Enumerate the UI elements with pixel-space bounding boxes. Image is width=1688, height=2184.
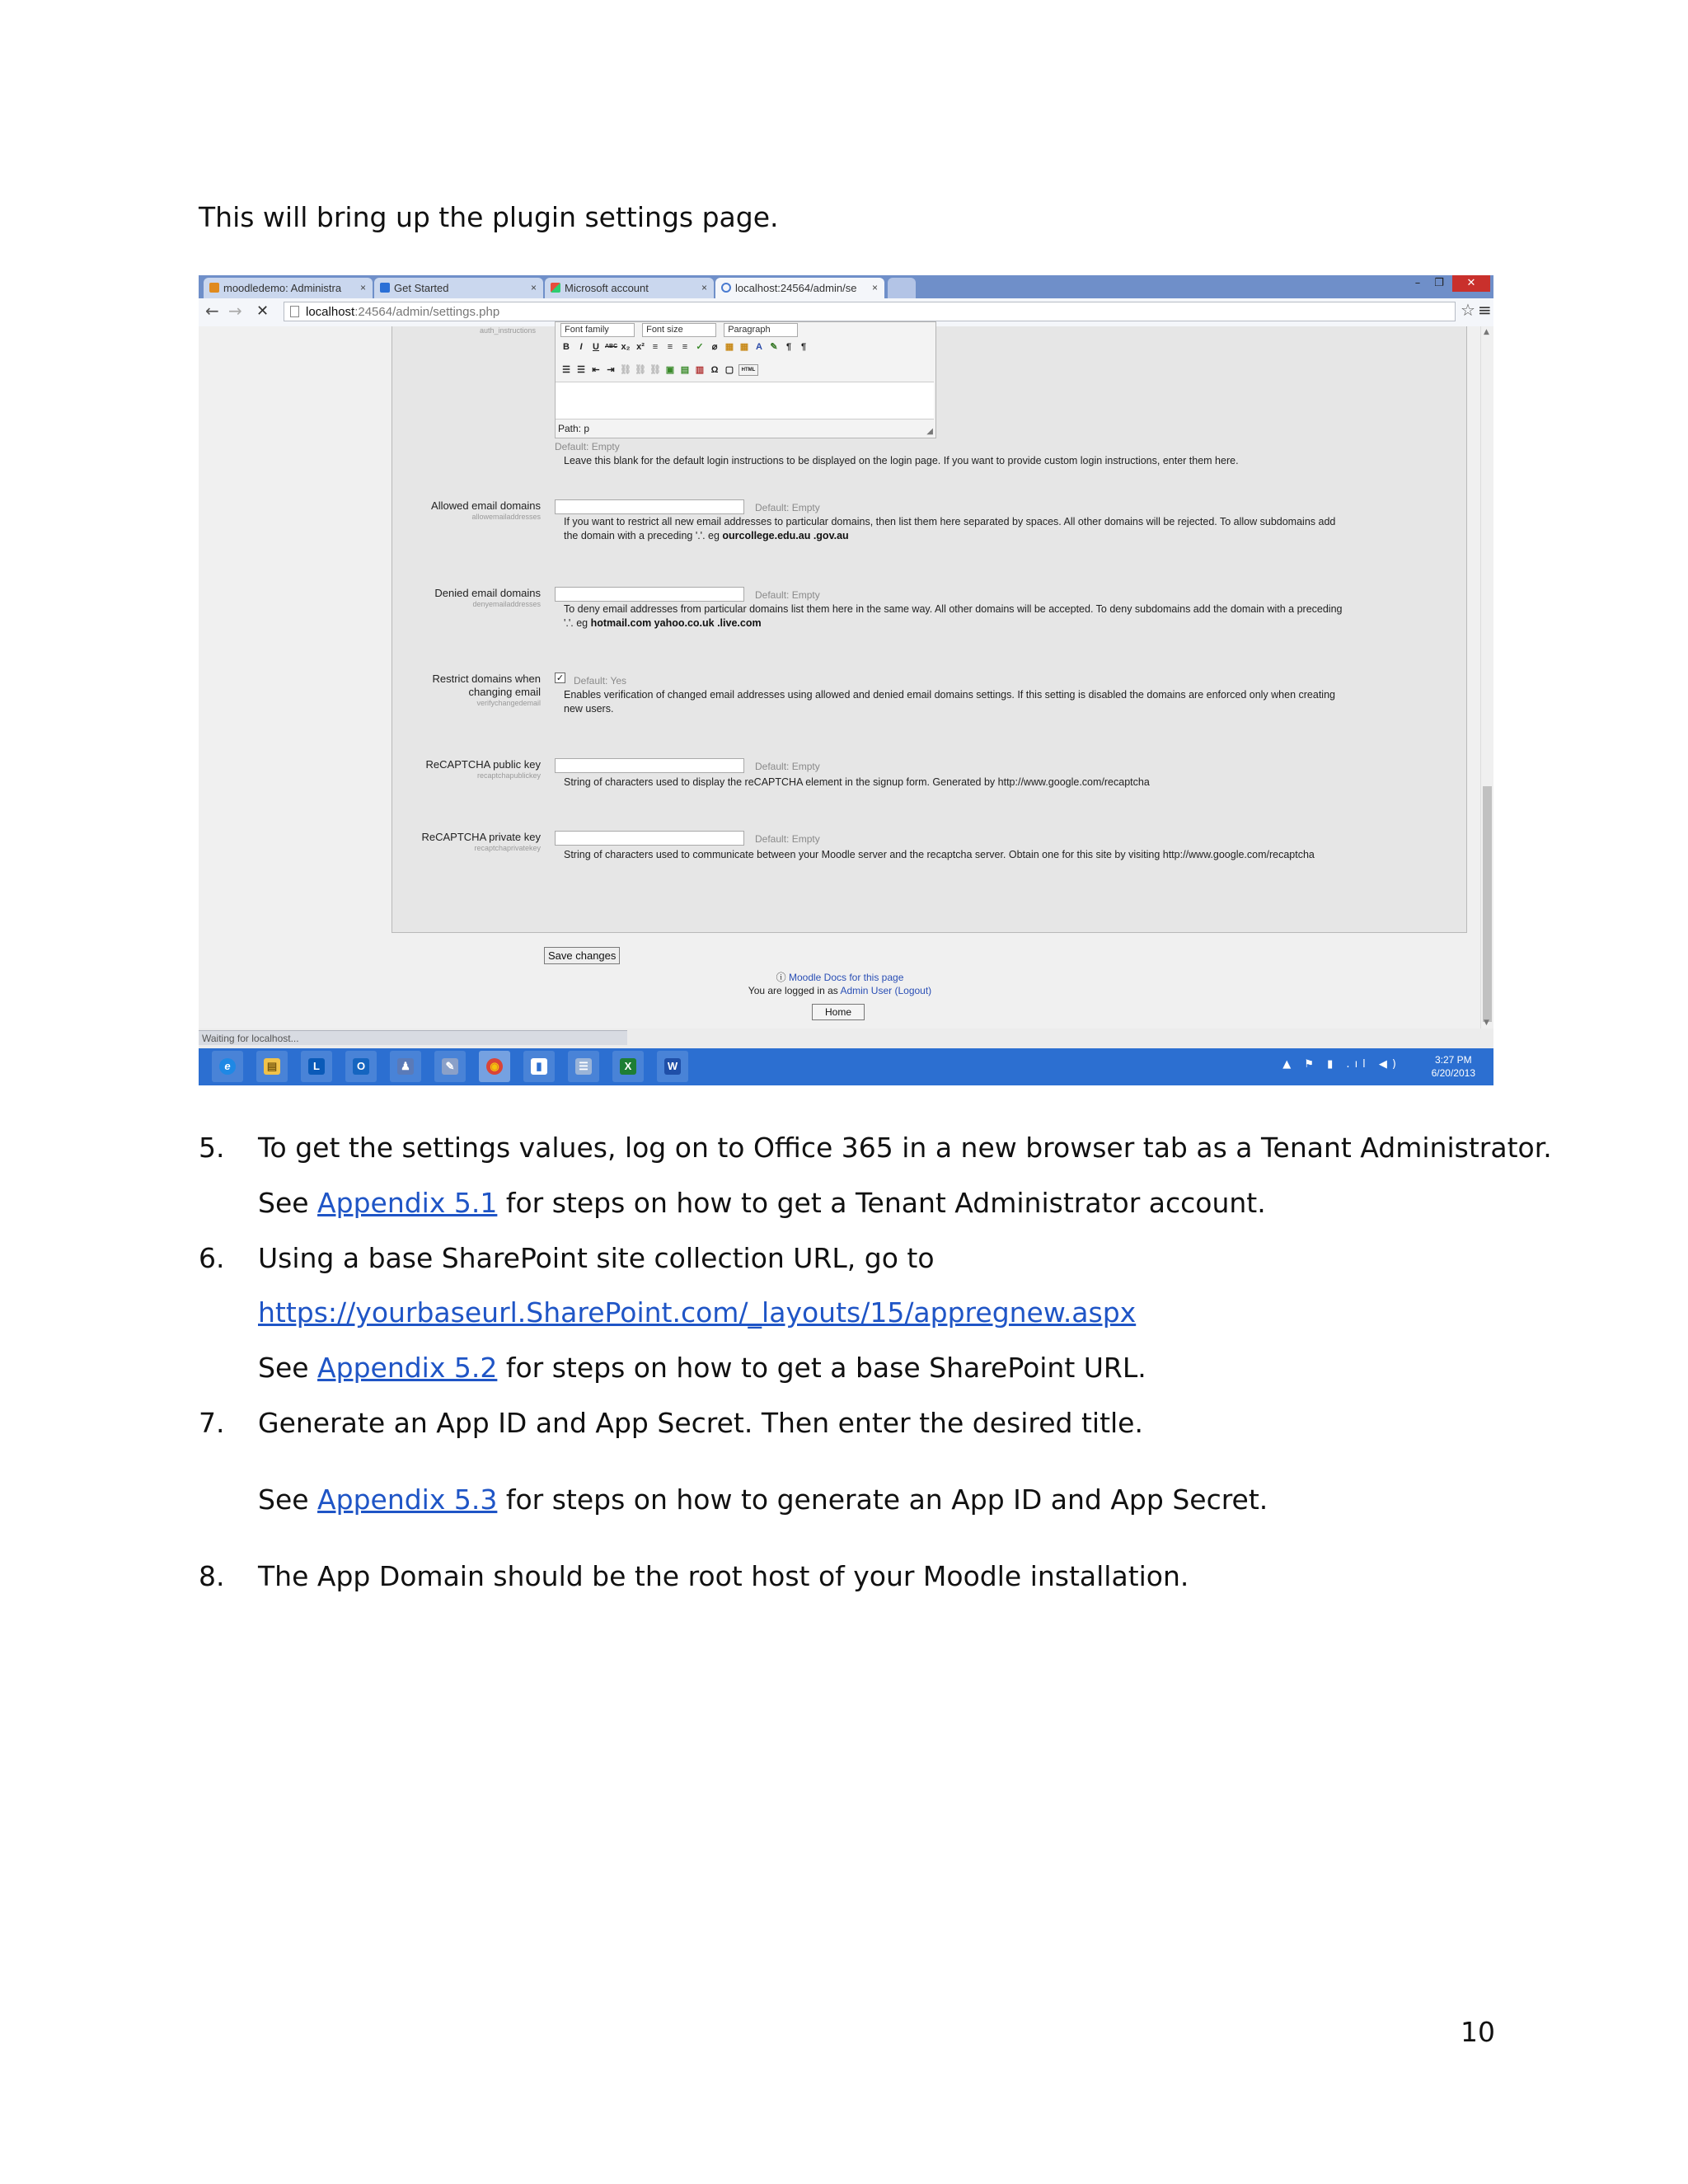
clock-date: 6/20/2013: [1431, 1067, 1475, 1079]
appendix-5-2-link[interactable]: Appendix 5.2: [317, 1352, 498, 1384]
auth-instructions-label: [387, 320, 536, 335]
desc-line: [564, 529, 1458, 543]
close-window-button[interactable]: ✕: [1452, 275, 1490, 292]
clear-format-icon[interactable]: ⌀: [711, 342, 718, 352]
see-rest: for steps on how to generate an App ID and App Secret.: [497, 1483, 1268, 1516]
indent-icon[interactable]: ⇥: [607, 365, 615, 375]
denied-default: Default: Empty: [755, 589, 820, 601]
moodle-media-icon[interactable]: ▥: [695, 365, 705, 375]
window-icon: ▮: [531, 1058, 547, 1075]
url-path: :24564/admin/settings.php: [354, 305, 500, 319]
restrict-domains-checkbox[interactable]: ✓: [556, 673, 565, 683]
paste-word-icon[interactable]: ▦: [739, 342, 749, 352]
step-5-number: 5.: [199, 1132, 225, 1164]
recaptcha-private-input[interactable]: [555, 831, 744, 846]
recaptcha-public-input[interactable]: [555, 758, 744, 773]
numbered-list-icon[interactable]: ☰: [577, 365, 585, 375]
scroll-down-icon[interactable]: ▼: [1484, 1019, 1489, 1027]
page-number: 10: [1461, 2016, 1495, 2048]
system-tray-icons[interactable]: ▲ ⚑ ▮ .ıl ◀): [1282, 1058, 1401, 1071]
tab-microsoft-account[interactable]: [545, 278, 714, 298]
server-icon: ☰: [575, 1058, 592, 1075]
tab-label: localhost:24564/admin/se: [735, 282, 857, 294]
desc-line: [564, 616, 1462, 630]
see-text: See: [258, 1483, 318, 1516]
minimize-button[interactable]: –: [1414, 277, 1421, 289]
allowed-email-domains-input[interactable]: [555, 499, 744, 514]
server-taskbar-button[interactable]: [568, 1051, 599, 1082]
explorer-taskbar-button[interactable]: [256, 1051, 288, 1082]
chrome-taskbar-button[interactable]: [479, 1051, 510, 1082]
bullet-list-icon[interactable]: ☰: [562, 365, 570, 375]
ie-icon: e: [219, 1058, 236, 1075]
label-sub: recaptchaprivatekey: [474, 844, 541, 852]
browser-screenshot: [199, 275, 1493, 1085]
desc-bold: ourcollege.edu.au .gov.au: [722, 530, 849, 541]
restore-button[interactable]: ❐: [1434, 277, 1444, 289]
editor-toolbar-row-3: [559, 362, 760, 378]
tab-close-icon[interactable]: ×: [359, 282, 366, 293]
editor-toolbar-row-1: [559, 322, 799, 339]
desc-line: To deny email addresses from particular domains list them here in the same way. All other domains will be accepted. To deny subdomains add the domain with a preceding: [564, 603, 1343, 615]
word-icon: W: [664, 1058, 681, 1075]
step-7-see: [258, 1483, 1268, 1516]
label-text: Restrict domains when: [432, 673, 541, 685]
url-input[interactable]: [284, 302, 1456, 321]
media-icon[interactable]: ▤: [680, 365, 690, 375]
desc-line: If you want to restrict all new email addresses to particular domains, then list them here separated by spaces. All other domains will be rejected. To allow subdomains add: [564, 516, 1336, 527]
desc-line: new users.: [564, 703, 614, 715]
excel-taskbar-button[interactable]: [612, 1051, 644, 1082]
restrict-domains-label: [392, 673, 541, 707]
word-taskbar-button[interactable]: [657, 1051, 688, 1082]
intro-text: This will bring up the plugin settings page.: [199, 201, 779, 233]
see-rest: for steps on how to get a Tenant Administrator account.: [497, 1187, 1266, 1219]
tab-label: Microsoft account: [565, 282, 649, 294]
font-family-select[interactable]: Font family: [560, 323, 635, 337]
label-text: Denied email domains: [434, 587, 541, 599]
label-sub: allowemailaddresses: [471, 513, 541, 521]
rtl-icon[interactable]: ¶: [800, 342, 807, 352]
desc-text: the domain with a preceding '.'. eg: [564, 530, 723, 541]
see-text: See: [258, 1352, 318, 1384]
tab-close-icon[interactable]: ×: [871, 282, 878, 293]
appregnew-url-link[interactable]: https://yourbaseurl.SharePoint.com/_layouts/15/appregnew.aspx: [258, 1296, 1137, 1329]
desc-text: '.'. eg: [564, 617, 591, 629]
tab-get-started[interactable]: [374, 278, 543, 298]
docs-line: [199, 971, 1481, 984]
link-icon[interactable]: ⛓: [620, 365, 631, 375]
app-taskbar-button[interactable]: [523, 1051, 555, 1082]
highlight-icon[interactable]: ✎: [770, 342, 778, 352]
home-button[interactable]: Home: [812, 1004, 865, 1020]
html-editor[interactable]: [555, 321, 936, 438]
unlink-icon[interactable]: ⛓: [635, 365, 646, 375]
clock-time: 3:27 PM: [1434, 1054, 1472, 1066]
forward-icon[interactable]: →: [228, 301, 242, 321]
recaptcha-public-description: String of characters used to display the reCAPTCHA element in the signup form. Generated by http://www.google.com/recaptcha: [564, 776, 1150, 788]
editor-toolbar-row-2: [559, 339, 811, 355]
desc-line: Enables verification of changed email addresses using allowed and denied email domains settings. If this setting is disabled the domains are enforced only when creating: [564, 689, 1335, 701]
info-icon: ⓘ: [776, 972, 786, 983]
desc-bold: hotmail.com yahoo.co.uk .live.com: [590, 617, 762, 629]
label-text: ReCAPTCHA private key: [421, 831, 541, 843]
bold-icon[interactable]: B: [563, 342, 570, 352]
superscript-icon[interactable]: x²: [636, 342, 645, 352]
spellcheck-icon[interactable]: ▢: [724, 365, 734, 375]
status-bar: Waiting for localhost...: [199, 1030, 627, 1045]
tab-moodledemo[interactable]: [204, 278, 373, 298]
paint-taskbar-button[interactable]: [434, 1051, 466, 1082]
recaptcha-private-label: [392, 831, 541, 852]
step-8-text: The App Domain should be the root host of your Moodle installation.: [258, 1560, 1189, 1592]
appendix-5-3-link[interactable]: Appendix 5.3: [317, 1483, 498, 1516]
url-host: localhost: [306, 305, 355, 319]
recaptcha-private-default: Default: Empty: [755, 833, 820, 845]
logged-in-text: You are logged in as: [748, 985, 841, 996]
step-5-text: To get the settings values, log on to Office 365 in a new browser tab as a Tenant Administrator.: [258, 1132, 1552, 1164]
taskbar-clock[interactable]: [1432, 1053, 1475, 1080]
step-6-see: [258, 1352, 1146, 1384]
network-icon: ♟: [397, 1058, 414, 1075]
page-footer: [199, 971, 1481, 997]
paste-text-icon[interactable]: ▦: [724, 342, 734, 352]
underline-icon[interactable]: U: [593, 342, 599, 352]
ie-taskbar-button[interactable]: [212, 1051, 243, 1082]
see-text: See: [258, 1187, 318, 1219]
cleanup-icon[interactable]: ✓: [696, 342, 704, 352]
stop-icon[interactable]: ✕: [256, 302, 270, 320]
image-icon[interactable]: ▣: [665, 365, 675, 375]
new-tab-button[interactable]: [888, 278, 916, 298]
moodle-docs-link[interactable]: Moodle Docs for this page: [788, 972, 904, 983]
restrict-description: [564, 688, 1458, 716]
label-text: changing email: [468, 686, 541, 698]
allowed-default: Default: Empty: [755, 502, 820, 513]
star-icon[interactable]: ☆: [1461, 300, 1475, 320]
tab-close-icon[interactable]: ×: [530, 282, 537, 293]
editor-path: Path: p: [558, 423, 590, 434]
folder-icon: ▤: [264, 1058, 280, 1075]
chrome-icon: ◉: [486, 1058, 503, 1075]
label-sub: denyemailaddresses: [472, 600, 541, 608]
logged-in-line: [199, 984, 1481, 997]
vertical-scrollbar[interactable]: [1480, 326, 1493, 1029]
tab-close-icon[interactable]: ×: [701, 282, 707, 293]
subscript-icon[interactable]: x₂: [621, 342, 631, 352]
excel-icon: X: [620, 1058, 636, 1075]
step-7-number: 7.: [199, 1407, 225, 1439]
outdent-icon[interactable]: ⇤: [592, 365, 600, 375]
recaptcha-public-label: [392, 758, 541, 780]
auth-description: Leave this blank for the default login instructions to be displayed on the login page. If you want to provide custom login instructions, enter them here.: [564, 455, 1239, 466]
ltr-icon[interactable]: ¶: [785, 342, 792, 352]
anchor-icon[interactable]: ⛓: [649, 365, 661, 375]
settings-panel: [392, 326, 1467, 933]
auth-default: Default: Empty: [555, 441, 620, 452]
tab-localhost[interactable]: [715, 278, 884, 298]
network-taskbar-button[interactable]: [390, 1051, 421, 1082]
align-center-icon[interactable]: ≡: [667, 342, 673, 352]
text-color-icon[interactable]: A: [756, 342, 762, 352]
step-6-text: Using a base SharePoint site collection URL, go to: [258, 1242, 935, 1274]
appendix-5-1-link[interactable]: Appendix 5.1: [317, 1187, 498, 1219]
allowed-email-domains-label: [392, 499, 541, 521]
scroll-up-icon[interactable]: ▲: [1484, 328, 1489, 336]
paint-icon: ✎: [442, 1058, 458, 1075]
label-sub: verifychangedemail: [476, 699, 541, 707]
resize-handle-icon[interactable]: ◢: [926, 427, 933, 436]
special-char-icon[interactable]: Ω: [710, 365, 719, 375]
recaptcha-public-default: Default: Empty: [755, 761, 820, 772]
step-6-number: 6.: [199, 1242, 225, 1274]
editor-text-area[interactable]: [556, 382, 934, 419]
step-5-see: [258, 1187, 1266, 1219]
menu-icon[interactable]: ≡: [1478, 300, 1492, 320]
save-changes-button[interactable]: Save changes: [544, 947, 620, 964]
recaptcha-private-description: String of characters used to communicate between your Moodle server and the recaptcha server. Obtain one for this site by visiting http://www.google.com/recaptcha: [564, 849, 1315, 860]
step-7-text: Generate an App ID and App Secret. Then enter the desired title.: [258, 1407, 1143, 1439]
lync-icon: L: [308, 1058, 325, 1075]
microsoft-icon: [551, 283, 560, 293]
label-text: Allowed email domains: [431, 499, 541, 512]
scrollbar-thumb[interactable]: [1483, 786, 1492, 1022]
logout-link[interactable]: (Logout): [894, 985, 932, 996]
denied-email-domains-label: [392, 587, 541, 608]
back-icon[interactable]: ←: [205, 301, 219, 321]
tab-label: Get Started: [394, 282, 449, 294]
see-rest: for steps on how to get a base SharePoint URL.: [497, 1352, 1146, 1384]
label-text: ReCAPTCHA public key: [425, 758, 541, 771]
align-right-icon[interactable]: ≡: [682, 342, 688, 352]
outlook-taskbar-button[interactable]: [345, 1051, 377, 1082]
paragraph-select[interactable]: Paragraph: [724, 323, 798, 337]
strikethrough-icon[interactable]: ABC: [605, 344, 618, 349]
office-icon: [380, 283, 390, 293]
page-icon: [290, 306, 299, 317]
tab-label: moodledemo: Administra: [223, 282, 342, 294]
outlook-icon: O: [353, 1058, 369, 1075]
denied-description: [564, 602, 1462, 630]
moodle-icon: [209, 283, 219, 293]
windows-taskbar: [199, 1048, 1493, 1085]
auth-instructions-sub: auth_instructions: [479, 326, 536, 335]
lync-taskbar-button[interactable]: [301, 1051, 332, 1082]
denied-email-domains-input[interactable]: [555, 587, 744, 602]
step-8-number: 8.: [199, 1560, 225, 1592]
admin-user-link[interactable]: Admin User: [840, 985, 893, 996]
allowed-description: [564, 515, 1458, 543]
italic-icon[interactable]: I: [579, 342, 583, 352]
html-icon[interactable]: HTML: [738, 364, 758, 376]
tab-bar: [199, 275, 1493, 298]
align-left-icon[interactable]: ≡: [652, 342, 659, 352]
page-content: [199, 326, 1481, 1029]
loading-icon: [721, 283, 731, 293]
restrict-default: Default: Yes: [574, 675, 627, 687]
font-size-select[interactable]: Font size: [642, 323, 716, 337]
label-sub: recaptchapublickey: [476, 771, 541, 780]
